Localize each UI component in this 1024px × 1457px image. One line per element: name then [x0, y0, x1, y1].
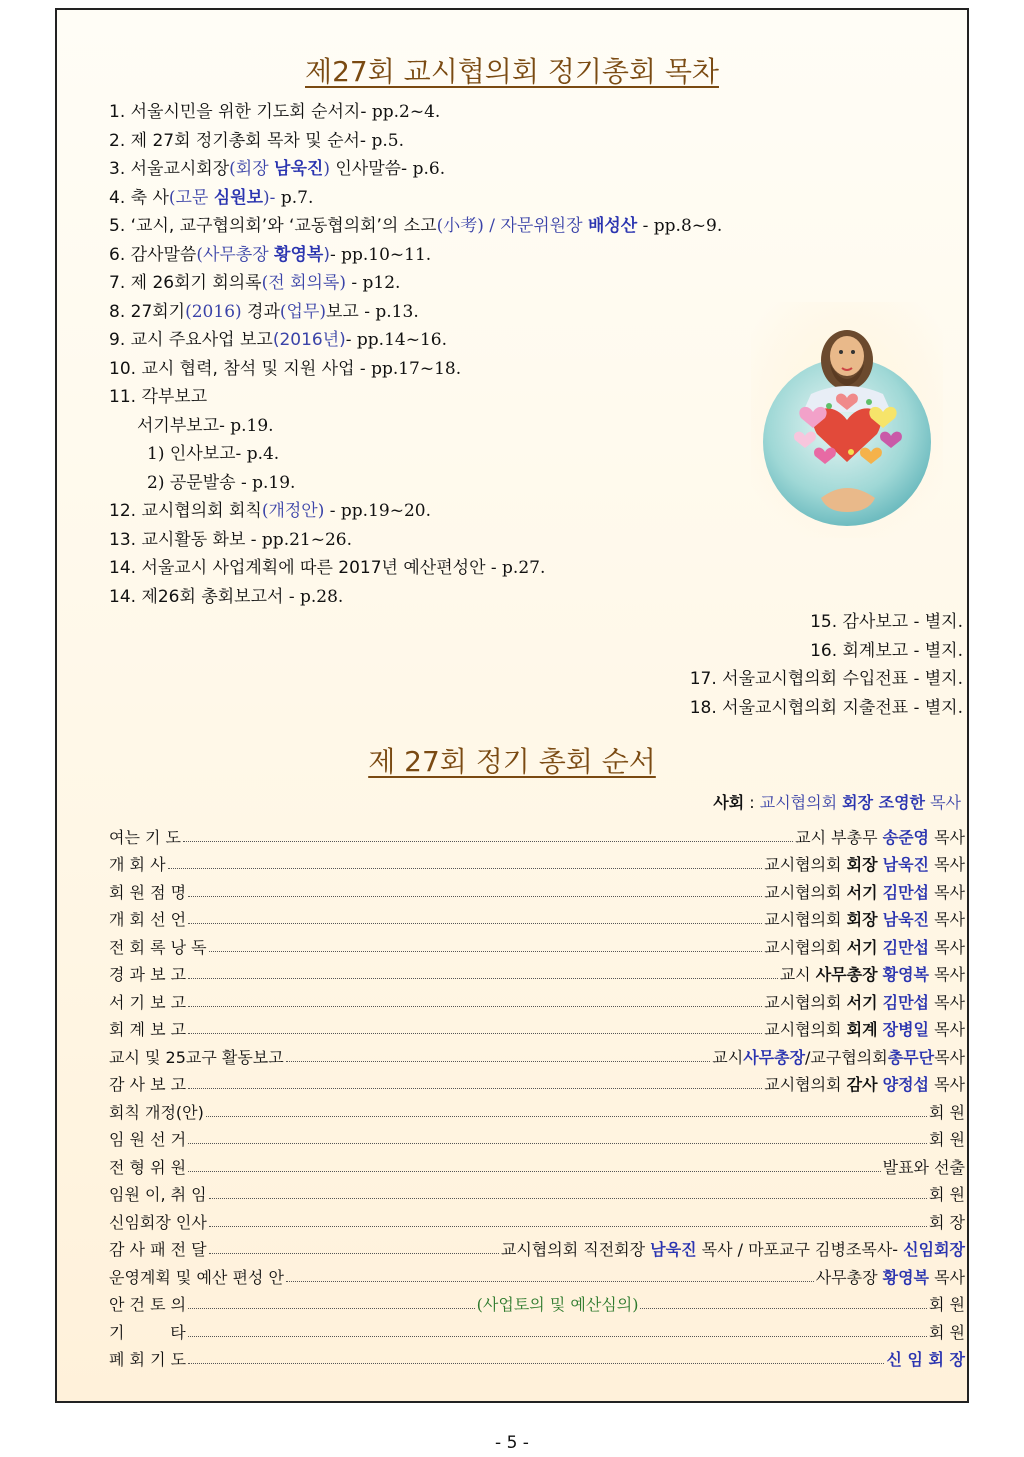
- toc-item-6: 6. 감사말씀(사무총장 황영복)- pp.10~11.: [109, 244, 432, 265]
- document-frame: [55, 8, 969, 1403]
- toc-item-8: 8. 27회기(2016) 경과(업무)보고 - p.13.: [109, 301, 419, 322]
- toc-item-4: 4. 축 사(고문 심원보)- p.7.: [109, 187, 314, 208]
- page-number: - 5 -: [495, 1433, 529, 1453]
- toc-item-11: 11. 각부보고: [109, 387, 208, 407]
- program-row-bylaw-revision: 회칙 개정(안) 회 원: [109, 1102, 965, 1122]
- program-row-opening-declaration: 개 회 선 언 교시협의회 회장 남욱진 목사: [109, 910, 965, 929]
- program-row-accounting-report: 회 계 보 고 교시협의회 회계 장병일 목사: [109, 1020, 965, 1039]
- program-row-opening-address: 개 회 사 교시협의회 회장 남욱진 목사: [109, 855, 965, 874]
- toc-item-12: 12. 교시협의회 회칙(개정안) - pp.19~20.: [109, 501, 431, 521]
- toc-item-11-1: 1) 인사보고- p.4.: [147, 444, 280, 464]
- program-row-nominating-committee: 전 형 위 원 발표와 선출: [109, 1157, 965, 1177]
- moderator-line: 사회 : 교시협의회 회장 조영한 목사: [713, 793, 961, 812]
- toc-item-14: 14. 서울교시 사업계획에 따른 2017년 예산편성안 - p.27.: [109, 558, 546, 578]
- toc-item-15: 15. 감사보고 - 별지.: [810, 612, 963, 632]
- program-row-audit-report: 감 사 보 고 교시협의회 감사 양정섭 목사: [109, 1075, 965, 1094]
- program-list: [109, 820, 965, 1370]
- program-row-plaque-presentation: 감 사 패 전 달 교시협의회 직전회장 남욱진 목사 / 마포교구 김병조목사- 신임회장: [109, 1240, 965, 1259]
- toc-list-right: [690, 608, 963, 722]
- toc-item-17: 17. 서울교시협의회 수입전표 - 별지.: [689, 669, 963, 689]
- program-row-agenda-discussion: 안 건 토 의 (사업토의 및 예산심의) 회 원: [109, 1295, 966, 1314]
- toc-item-10: 10. 교시 협력, 참석 및 지원 사업 - pp.17~18.: [109, 358, 462, 379]
- toc-item-7: 7. 제 26회기 회의록(전 회의록) - p12.: [109, 273, 401, 293]
- program-row-installation: 임원 이, 취 임 회 원: [109, 1185, 965, 1204]
- toc-item-18: 18. 서울교시협의회 지출전표 - 별지.: [689, 697, 963, 718]
- program-row-progress-report: 경 과 보 고 교시 사무총장 황영복 목사: [109, 965, 965, 984]
- toc-item-1: 1. 서울시민을 위한 기도회 순서지- pp.2~4.: [109, 102, 441, 122]
- program-row-secretary-report: 서 기 보 고 교시협의회 서기 김만섭 목사: [109, 992, 965, 1012]
- toc-item-14b: 14. 제26회 총회보고서 - p.28.: [109, 586, 344, 607]
- toc-item-13: 13. 교시활동 화보 - pp.21~26.: [109, 529, 353, 550]
- toc-item-2: 2. 제 27회 정기총회 목차 및 순서- p.5.: [109, 130, 404, 151]
- program-row-roll-call: 회 원 점 명 교시협의회 서기 김만섭 목사: [109, 882, 965, 902]
- toc-item-5: 5. ‘교시, 교구협의회’와 ‘교동협의회’의 소고(小考) / 자문위원장 배성산 - pp.8~9.: [109, 216, 723, 236]
- program-row-opening-prayer: 여는 기 도 교시 부총무 송준영 목사: [109, 827, 965, 847]
- program-row-closing-prayer: 폐 회 기 도 신 임 회 장: [109, 1350, 965, 1369]
- program-row-minutes-reading: 전 회 록 낭 독 교시협의회 서기 김만섭 목사: [109, 937, 965, 957]
- program-row-other: 기 타 회 원: [109, 1322, 965, 1342]
- toc-item-11-2: 2) 공문발송 - p.19.: [147, 472, 296, 493]
- program-row-activity-report: 교시 및 25교구 활동보고 교시사무총장/교구협의회총무단목사: [109, 1047, 965, 1067]
- toc-title: 제27회 교시협의회 정기총회 목차: [305, 55, 719, 88]
- toc-item-9: 9. 교시 주요사업 보고(2016년)- pp.14~16.: [109, 330, 447, 350]
- toc-list: [109, 98, 729, 611]
- toc-item-16: 16. 회계보고 - 별지.: [810, 640, 963, 661]
- toc-item-11-secretary: 서기부보고- p.19.: [137, 415, 274, 436]
- jesus-hearts-illustration: [751, 302, 943, 538]
- program-row-officer-election: 임 원 선 거 회 원: [109, 1130, 965, 1149]
- program-row-new-president-greeting: 신임회장 인사 회 장: [109, 1212, 965, 1232]
- order-title: 제 27회 정기 총회 순서: [368, 745, 656, 778]
- program-row-budget-plan: 운영계획 및 예산 편성 안 사무총장 황영복 목사: [109, 1267, 965, 1287]
- toc-item-3: 3. 서울교시회장(회장 남욱진) 인사말씀- p.6.: [109, 159, 446, 179]
